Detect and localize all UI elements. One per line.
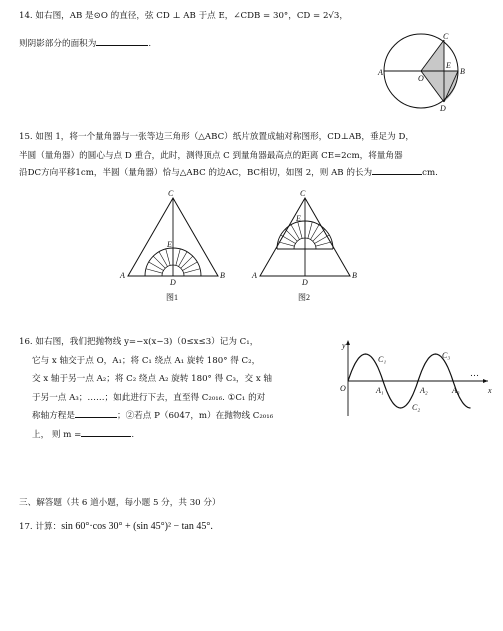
q16-answer-blank-1[interactable] [75,408,117,418]
q14-line2 [19,36,151,49]
q14-line2-end: . [148,39,152,49]
q16-line6 [19,426,273,445]
protractor-tick [146,269,162,273]
protractor-tick [298,222,302,238]
protractor-tick [179,252,188,267]
q15-figure-2 [250,188,360,306]
q14-answer-blank[interactable] [96,36,148,46]
q14-label-d: D [440,104,446,113]
q16-line6-end: . [131,429,135,440]
protractor-tick [176,249,180,265]
q17-expression: sin 60°·cos 30° + (sin 45°)² − tan 45°. [61,521,213,532]
q16-label-c2: C₂ [412,403,421,412]
q16-line5 [19,407,273,426]
fig2-label-a: A [252,271,257,280]
fig2-caption: 图2 [298,293,310,302]
protractor-tick [153,256,165,268]
fig2-label-b: B [352,271,357,280]
protractor-tick [315,235,330,244]
q15-line3 [19,165,438,178]
q16-label-o: O [340,384,346,393]
q15-line3-end: cm. [422,168,438,178]
protractor-tick [181,256,193,268]
fig1-label-e: E [167,240,172,249]
fig1-caption: 图1 [166,293,178,302]
q16-label-c1: C₁ [378,355,387,364]
fig1-label-c: C [168,189,174,198]
protractor-tick [166,249,170,265]
fig2-label-c: C [300,189,306,198]
q15-answer-blank[interactable] [372,165,422,175]
q16-line4: 于另一点 A₃；……；如此进行下去，直至得 C₂₀₁₆. ①C₁ 的对 [32,392,266,403]
fig1-label-b: B [220,271,225,280]
q14-figure [380,30,480,115]
q16-label-c3: C₃ [442,351,451,360]
q16-x-arrow [483,379,488,383]
q15-line1: 15. 如图 1，将一个量角器与一张等边三角形（△ABC）纸片放置成轴对称图形，CD⊥AB，垂足为 D， [19,132,414,142]
protractor-tick [184,269,200,273]
fig1-label-a: A [120,271,125,280]
protractor-tick [281,235,296,244]
q15-figure-1 [118,188,228,306]
q16-label-a2: A₂ [420,386,428,395]
q14-line1: 14. 如右图，AB 是⊙O 的直径，弦 CD ⊥ AB 于点 E，∠CDB = 30°，CD = 2√3， [19,11,348,21]
q17-label: 17. 计算： [19,522,62,532]
protractor-tick [311,225,320,240]
protractor-tick [285,229,297,241]
q15-line2: 半圆（量角器）的圆心与点 D 重合，此时，测得顶点 C 到量角器最高点的距离 CE=2cm，将量角器 [19,151,403,161]
protractor-tick [313,229,325,241]
protractor-tick [278,242,294,246]
q16-line5-mid: ；②若点 P（6047，m）在抛物线 C₂₀₁₆ [116,411,274,421]
protractor-tick [159,252,168,267]
protractor-tick [316,242,332,246]
q14-line2-text: 则阴影部分的面积为 [19,39,97,49]
fig2-label-d: D [302,278,308,287]
q14-label-c: C [443,32,449,41]
q16-line5-text: 称轴方程是 [32,411,75,421]
fig1-label-d: D [170,278,176,287]
q14-label-a: A [378,68,383,77]
q14-label-b: B [460,67,465,76]
q16-graph [336,336,496,420]
q15-line3-text: 沿DC方向平移1cm，半圆（量角器）恰与△ABC 的边AC，BC相切，如图 2，则 AB 的长为 [19,168,373,178]
q16-line3: 交 x 轴于另一点 A₂；将 C₂ 绕点 A₂ 旋转 180° 得 C₃，交 x 轴 [32,374,273,384]
fig2-label-e: E [296,214,301,223]
protractor-tick [149,262,164,271]
q16-line1: 16. 如右图，我们把抛物线 y=−x(x−3)（0≤x≤3）记为 C₁， [19,337,259,347]
q16-label-a1: A₁ [376,386,384,395]
q16-label-dots: … [470,368,479,378]
protractor-tick [183,262,198,271]
q16-answer-blank-2[interactable] [81,427,131,437]
q16-y-arrow [346,340,350,345]
q16-text [19,333,273,444]
q16-line2: 它与 x 轴交于点 O，A₁；将 C₁ 绕点 A₁ 旋转 180° 得 C₂， [32,355,261,366]
protractor-tick [308,222,312,238]
q14-label-e: E [446,61,451,70]
q16-label-a3: A₃ [452,386,460,395]
protractor-tick [291,225,300,240]
q16-label-x: x [488,386,492,395]
section3-title: 三、解答题（共 6 道小题，每小题 5 分，共 30 分） [19,498,221,508]
q17 [19,520,213,532]
q14-label-o: O [418,74,424,83]
q16-label-y: y [342,341,346,350]
q16-line6-text: 上， 则 m = [32,429,82,440]
